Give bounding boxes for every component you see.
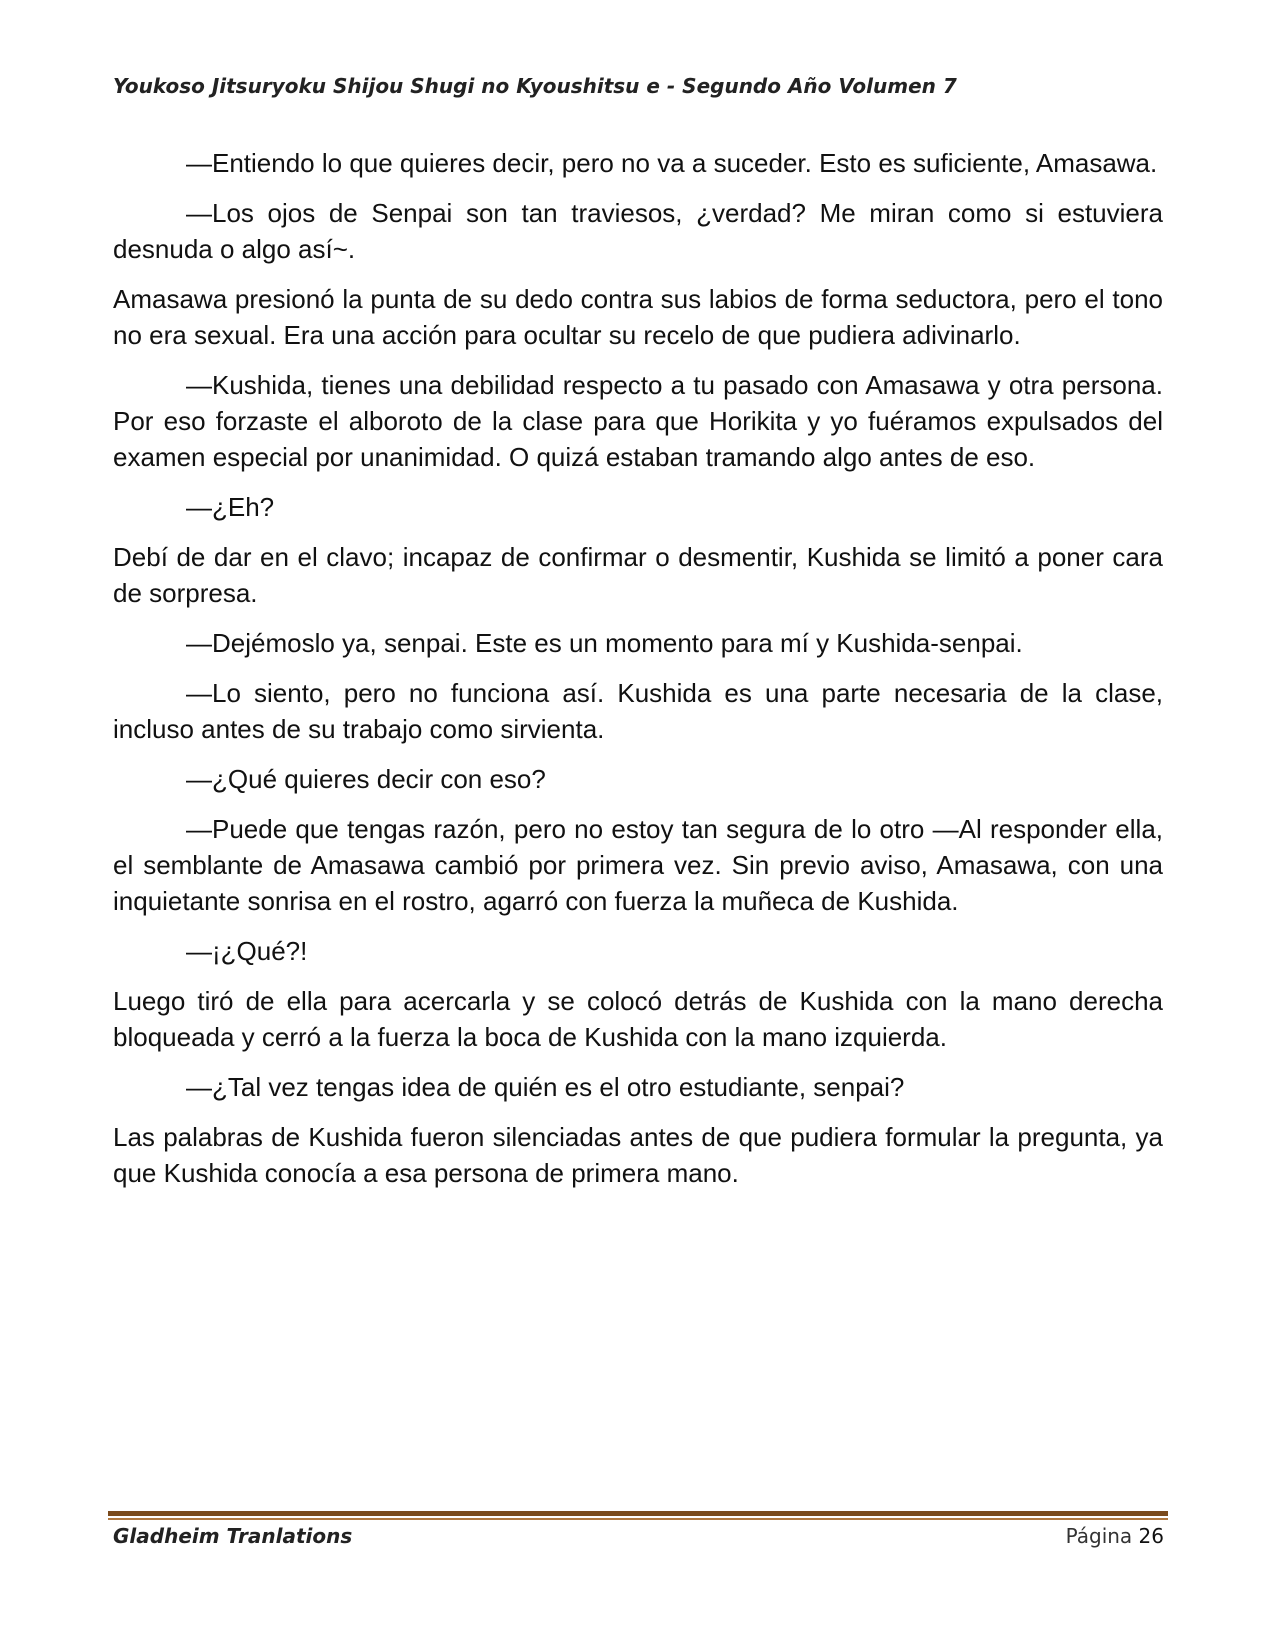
page-number-value: 26 [1138,1524,1164,1548]
paragraph: —Los ojos de Senpai son tan traviesos, ¿verdad? Me miran como si estuviera desnuda o algo así~. [113,198,1163,264]
page-number [1066,1524,1164,1548]
paragraph: —¿Tal vez tengas idea de quién es el otro estudiante, senpai? [186,1072,905,1102]
paragraph: Amasawa presionó la punta de su dedo contra sus labios de forma seductora, pero el tono no era sexual. Era una acción para ocultar su recelo de que pudiera adivinarlo. [113,284,1163,350]
page-label: Página [1065,1524,1133,1548]
paragraph: —Puede que tengas razón, pero no estoy tan segura de lo otro —Al responder ella, el semblante de Amasawa cambió por primera vez. Sin previo aviso, Amasawa, con una inquietante sonrisa en el rostro, agarró con fuerza la muñeca de Kushida. [113,814,1163,916]
footer-divider-accent [108,1518,1168,1520]
footer-translator: Gladheim Tranlations [113,1524,353,1548]
paragraph: —¿Qué quieres decir con eso? [186,764,546,794]
paragraph: —Entiendo lo que quieres decir, pero no va a suceder. Esto es suficiente, Amasawa. [186,148,1158,178]
page-header-title: Youkoso Jitsuryoku Shijou Shugi no Kyoushitsu e - Segundo Año Volumen 7 [113,74,957,98]
paragraph: —Dejémoslo ya, senpai. Este es un momento para mí y Kushida-senpai. [186,628,1023,658]
footer-divider [108,1511,1168,1516]
paragraph: —¡¿Qué?! [186,936,308,966]
body-text [113,145,1163,1205]
paragraph: —¿Eh? [186,492,275,522]
paragraph: Luego tiró de ella para acercarla y se colocó detrás de Kushida con la mano derecha bloqueada y cerró a la fuerza la boca de Kushida con la mano izquierda. [113,986,1163,1052]
paragraph: Las palabras de Kushida fueron silenciadas antes de que pudiera formular la pregunta, ya que Kushida conocía a esa persona de primera mano. [113,1122,1163,1188]
paragraph: Debí de dar en el clavo; incapaz de confirmar o desmentir, Kushida se limitó a poner cara de sorpresa. [113,542,1163,608]
paragraph: —Kushida, tienes una debilidad respecto a tu pasado con Amasawa y otra persona. Por eso forzaste el alboroto de la clase para que Horikita y yo fuéramos expulsados del examen especial por unanimidad. O quizá estaban tramando algo antes de eso. [113,370,1163,472]
paragraph: —Lo siento, pero no funciona así. Kushida es una parte necesaria de la clase, incluso antes de su trabajo como sirvienta. [113,678,1163,744]
